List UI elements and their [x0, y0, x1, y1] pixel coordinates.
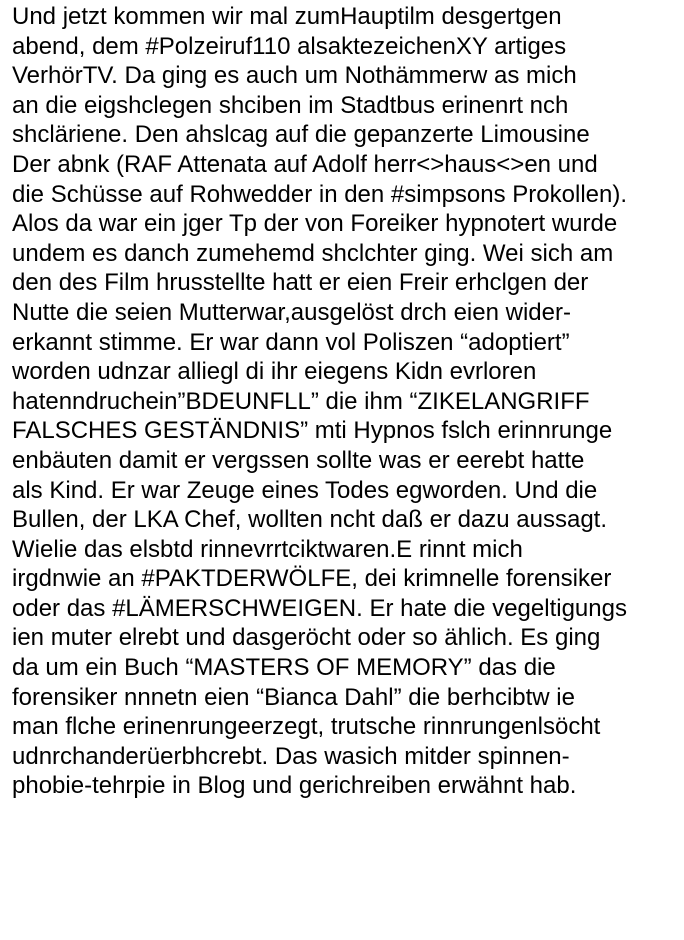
text-line-9: undem es danch zumehemd shclchter ging. Wei sich am — [12, 239, 614, 267]
text-line-15: FALSCHES GESTÄNDNIS” mti Hypnos fslch erinnrunge — [12, 417, 613, 445]
text-line-22: ien muter elrebt und dasgeröcht oder so ählich. Es ging — [12, 624, 601, 652]
text-line-4: an die eigshclegen shciben im Stadtbus erinenrt nch — [12, 91, 569, 119]
text-line-21: oder das #LÄMERSCHWEIGEN. Er hate die vegeltigungs — [12, 594, 627, 622]
text-line-17: als Kind. Er war Zeuge eines Todes egworden. Und die — [12, 476, 598, 504]
body-text — [12, 2, 680, 801]
text-line-2: abend, dem #Polzeiruf110 alsaktezeichenXY artiges — [12, 32, 567, 60]
text-line-16: enbäuten damit er vergssen sollte was er eerebt hatte — [12, 446, 585, 474]
text-line-10: den des Film hrusstellte hatt er eien Freir erhclgen der — [12, 269, 589, 297]
text-line-12: erkannt stimme. Er war dann vol Poliszen “adoptiert” — [12, 328, 570, 356]
text-line-8: Alos da war ein jger Tp der von Foreiker hypnotert wurde — [12, 210, 618, 238]
text-line-5: shcläriene. Den ahslcag auf die gepanzerte Limousine — [12, 121, 590, 149]
text-line-1: Und jetzt kommen wir mal zumHauptilm desgertgen — [12, 3, 562, 30]
text-line-18: Bullen, der LKA Chef, wollten ncht daß er dazu aussagt. — [12, 506, 608, 534]
text-line-14: hatenndruchein”BDEUNFLL” die ihm “ZIKELANGRIFF — [12, 387, 590, 415]
text-line-19: Wielie das elsbtd rinnevrrtciktwaren.E rinnt mich — [12, 535, 523, 563]
text-line-20: irgdnwie an #PAKTDERWÖLFE, dei krimnelle forensiker — [12, 565, 612, 593]
text-line-24: forensiker nnnetn eien “Bianca Dahl” die berhcibtw ie — [12, 683, 575, 711]
text-line-27: phobie-tehrpie in Blog und gerichreiben erwähnt hab. — [12, 772, 577, 800]
text-line-26: udnrchanderüerbhcrebt. Das wasich mitder spinnen- — [12, 742, 570, 770]
text-line-11: Nutte die seien Mutterwar,ausgelöst drch eien wider- — [12, 298, 571, 326]
text-line-25: man flche erinenrungeerzegt, trutsche rinnrungenlsöcht — [12, 713, 601, 741]
text-line-3: VerhörTV. Da ging es auch um Nothämmerw as mich — [12, 62, 577, 90]
text-line-6: Der abnk (RAF Attenata auf Adolf herr<>haus<>en und — [12, 150, 598, 178]
text-line-7: die Schüsse auf Rohwedder in den #simpsons Prokollen). — [12, 180, 628, 208]
text-line-23: da um ein Buch “MASTERS OF MEMORY” das die — [12, 654, 556, 682]
text-line-13: worden udnzar alliegl di ihr eiegens Kidn evrloren — [12, 358, 537, 386]
